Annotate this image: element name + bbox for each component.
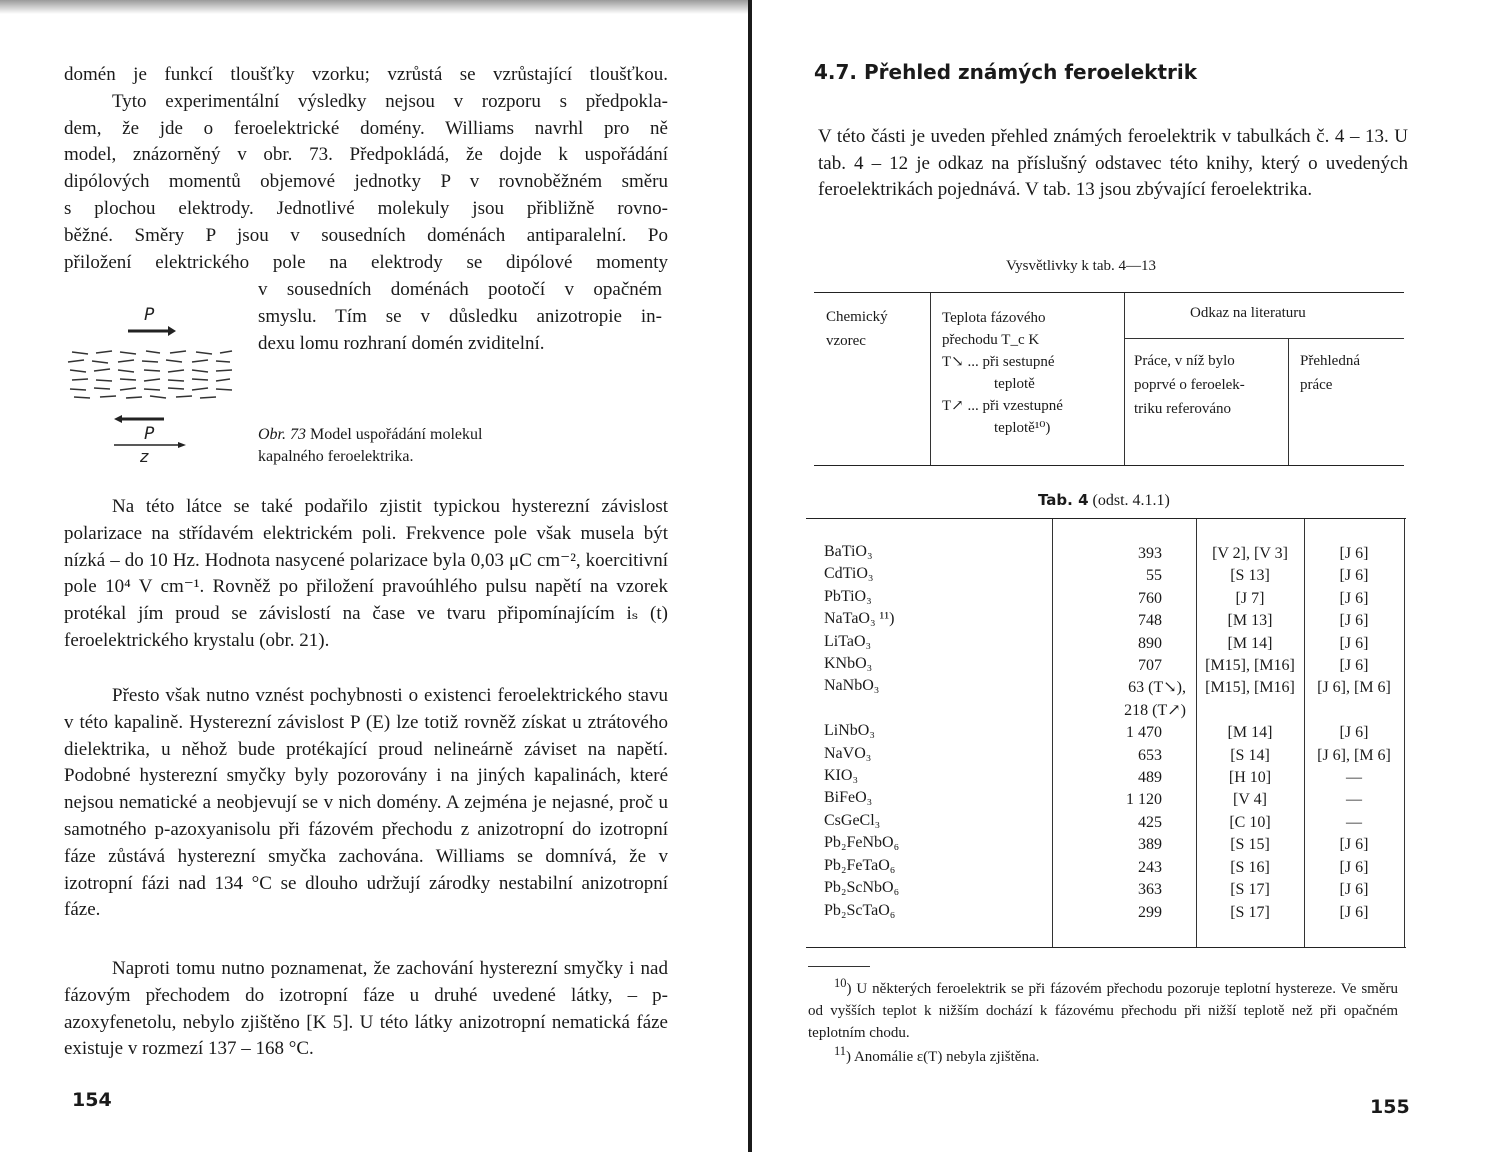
review-cell: [J 6], [M 6] bbox=[1317, 746, 1391, 764]
reference-cell: [M 13] bbox=[1227, 612, 1273, 630]
table-4 bbox=[806, 518, 1406, 948]
temperature-cell: 489 bbox=[1138, 769, 1162, 787]
review-cell: [J 6] bbox=[1339, 724, 1369, 742]
legend-text: T↘ ... při sestupné bbox=[942, 354, 1055, 370]
review-cell: [J 6] bbox=[1339, 881, 1369, 899]
legend-text: Teplota fázového bbox=[942, 310, 1046, 326]
review-cell: [J 6] bbox=[1339, 657, 1369, 675]
temperature-cell: 243 bbox=[1138, 858, 1162, 876]
formula-cell: CsGeCl₃ bbox=[824, 811, 881, 829]
text-line: dipólových momentů objemové jednotky P v rovnoběžném směru bbox=[64, 171, 668, 193]
reference-cell: [S 16] bbox=[1230, 858, 1270, 876]
left-page bbox=[0, 0, 748, 1152]
table-4-section: (odst. 4.1.1) bbox=[1092, 492, 1170, 509]
reference-cell: [H 10] bbox=[1228, 769, 1272, 787]
review-cell: [J 6] bbox=[1339, 634, 1369, 652]
text-line: dem, že jde o feroelektrické domény. Williams navrhl pro ně bbox=[64, 117, 668, 139]
temperature-cell: 393 bbox=[1138, 545, 1162, 562]
legend-title: Vysvětlivky k tab. 4—13 bbox=[1006, 258, 1156, 274]
text-line: přiložení elektrického pole na elektrody se dipólové momenty bbox=[64, 251, 668, 273]
review-cell: [J 6] bbox=[1339, 612, 1369, 630]
formula-cell: KIO₃ bbox=[824, 767, 859, 785]
temperature-cell: 760 bbox=[1138, 589, 1162, 607]
review-cell: [J 6] bbox=[1339, 858, 1369, 876]
footnote-11: $^{11}$) Anomálie ε(T) nebyla zjištěna. bbox=[834, 1044, 1040, 1065]
formula-cell: LiNbO₃ bbox=[824, 722, 875, 740]
review-cell: [J 6] bbox=[1339, 589, 1369, 607]
review-cell: — bbox=[1346, 769, 1362, 787]
figure-number: Obr. 73 bbox=[258, 426, 307, 443]
polarization-label-bottom: P bbox=[144, 424, 155, 444]
temperature-cell: 63 (T↘), bbox=[1128, 679, 1186, 697]
review-cell: [J 6] bbox=[1339, 545, 1369, 562]
legend-text: Přehledná bbox=[1300, 353, 1360, 369]
formula-cell: CdTiO₃ bbox=[824, 565, 874, 583]
review-cell: — bbox=[1346, 813, 1362, 831]
reference-cell: [S 13] bbox=[1230, 567, 1270, 585]
temperature-cell: 1 120 bbox=[1126, 791, 1162, 809]
legend-text: teplotě¹⁰) bbox=[994, 420, 1051, 436]
reference-cell: [J 7] bbox=[1235, 589, 1265, 607]
formula-cell: PbTiO₃ bbox=[824, 587, 872, 605]
intro-paragraph: V této části je uveden přehled známých feroelektrik v tabulkách č. 4 – 13. U tab. 4 – 12 je odkaz na příslušný odstavec této knihy, který o uvedených feroelektrikách pojednává. V tab. 13 jsou zbývající feroelektrika. bbox=[818, 126, 1408, 200]
legend-text: poprvé o feroelek- bbox=[1134, 377, 1245, 393]
legend-table bbox=[814, 292, 1404, 466]
text-line: s plochou elektrody. Jednotlivé molekuly jsou přibližně rovno- bbox=[64, 197, 668, 219]
paragraph-2: Na této látce se také podařilo zjistit typickou hysterezní závislost polarizace na střídavém elektrickém poli. Frekvence pole však musela být nízká – do 10 Hz. Hodnota nasycené polarizace byla 0,03 μC cm⁻², koercitivní pole 10⁴ V cm⁻¹. Rovněž po přiložení pravoúhlého pulsu napětí na vzorek protékal jím proud se závislostí na čase ve tvaru připomínajícím iₛ (t) feroelektrického krystalu (obr. 21). bbox=[64, 496, 668, 651]
caption-line: Model uspořádání molekul bbox=[310, 426, 483, 443]
reference-cell: [S 14] bbox=[1230, 746, 1270, 764]
temperature-cell: 1 470 bbox=[1126, 724, 1162, 742]
legend-first-report-header bbox=[1134, 349, 1245, 421]
caption-line: kapalného feroelektrika. bbox=[258, 448, 414, 465]
formula-cell: Pb₂FeTaO₆ bbox=[824, 856, 896, 874]
formula-cell bbox=[824, 698, 899, 720]
text-line: dexu lomu rozhraní domén zviditelní. bbox=[258, 332, 545, 354]
text-line: běžné. Směry P jsou v sousedních doménách antiparalelní. Po bbox=[64, 224, 668, 246]
reference-cell: [S 17] bbox=[1230, 903, 1270, 921]
temperature-cell: 425 bbox=[1138, 813, 1162, 831]
legend-text: vzorec bbox=[826, 333, 866, 349]
paragraph-4: Naproti tomu nutno poznamenat, že zachování hysterezní smyčky i nad fázovým přechodem do izotropní fáze u druhé uvedené látky, – p-azoxyfenetolu, nebylo zjištěno [K 5]. U této látky anizotropní nematická fáze existuje v rozmezí 137 – 168 °C. bbox=[64, 958, 668, 1060]
legend-text: Práce, v níž bylo bbox=[1134, 353, 1235, 369]
footnote-mark: 10 bbox=[834, 976, 847, 990]
text-line: domén je funkcí tloušťky vzorku; vzrůstá se vzrůstající tloušťkou. bbox=[64, 64, 668, 85]
footnote-text: Anomálie ε(T) nebyla zjištěna. bbox=[853, 1049, 1040, 1065]
paragraph-1-lines bbox=[64, 62, 668, 276]
review-cell: — bbox=[1346, 791, 1362, 809]
literature-group-header: Odkaz na literaturu bbox=[1190, 305, 1306, 321]
page-number-left: 154 bbox=[72, 1089, 112, 1111]
review-cell bbox=[1306, 700, 1402, 722]
formula-cell: KNbO₃ bbox=[824, 655, 873, 673]
footnote-rule bbox=[808, 966, 870, 967]
temperature-cell: 218 (T↗) bbox=[1124, 701, 1186, 719]
right-page bbox=[752, 0, 1506, 1152]
formula-cell: LiTaO₃ bbox=[824, 632, 872, 650]
footnote-10: $^{10}$) U některých feroelektrik se při fázovém přechodu pozoruje teplotní hystereze. Ve směru od vyšších teplot k nižším dochází k fázovému přechodu při nižší teplotě než při opačném teplotním chodu. bbox=[808, 976, 1398, 1041]
formula-cell: NaTaO₃ ¹¹) bbox=[824, 610, 895, 628]
legend-review-header bbox=[1300, 349, 1360, 397]
molecule-dashes bbox=[68, 351, 232, 398]
formula-cell: BaTiO₃ bbox=[824, 543, 873, 560]
formula-cell: Pb₂ScNbO₆ bbox=[824, 879, 900, 897]
formula-cell: BiFeO₃ bbox=[824, 789, 873, 807]
figure-caption bbox=[258, 424, 558, 468]
text-line: Tyto experimentální výsledky nejsou v rozporu s předpokla- bbox=[112, 90, 668, 112]
formula-cell: NaVO₃ bbox=[824, 744, 872, 762]
footnote-mark: 11 bbox=[834, 1044, 847, 1058]
legend-temperature-header bbox=[942, 307, 1063, 439]
text-line: v sousedních doménách pootočí v opačném bbox=[258, 279, 662, 300]
reference-cell: [M 14] bbox=[1227, 634, 1273, 652]
temperature-column bbox=[1056, 543, 1186, 924]
temperature-cell: 389 bbox=[1138, 836, 1162, 854]
first-report-column bbox=[1198, 543, 1302, 924]
legend-text: přechodu T_c K bbox=[942, 332, 1040, 348]
paragraph-3: Přesto však nutno vznést pochybnosti o existenci feroelektrického stavu v této kapalině. Hysterezní závislost P (E) lze totiž rovněž získat u ztrátového dielektrika, u něhož bude protékající proud nelineárně záviset na napětí. Podobné hysterezní smyčky byly pozorovány i na jiných kapalinách, které nejsou nematické a neobjevují se v nich domény. A zejména je nejasné, proč u samotného p-azoxyanisolu při fázovém přechodu z anizotropní do izotropní fáze zůstává hysterezní smyčka zachována. Williams se domnívá, že v izotropní fázi nad 134 °C se dlouho udržují zárodky nestabilní anizotropní fáze. bbox=[64, 685, 668, 921]
formula-column bbox=[824, 541, 899, 922]
reference-cell: [S 15] bbox=[1230, 836, 1270, 854]
temperature-cell: 707 bbox=[1138, 657, 1162, 675]
legend-formula-header bbox=[826, 305, 888, 353]
review-cell: [J 6], [M 6] bbox=[1317, 679, 1391, 697]
temperature-cell: 748 bbox=[1138, 612, 1162, 630]
legend-text: práce bbox=[1300, 377, 1333, 393]
footnote-text: U některých feroelektrik se při fázovém přechodu pozoruje teplotní hystereze. Ve směru od vyšších teplot k nižším dochází k fázovému přechodu při nižší teplotě než při opačném teplotním chodu. bbox=[808, 981, 1398, 1041]
review-cell: [J 6] bbox=[1339, 567, 1369, 585]
legend-text: Chemický bbox=[826, 309, 888, 325]
review-cell: [J 6] bbox=[1339, 903, 1369, 921]
legend-text: triku referováno bbox=[1134, 401, 1232, 417]
reference-cell: [V 4] bbox=[1233, 791, 1267, 809]
review-cell: [J 6] bbox=[1339, 836, 1369, 854]
temperature-cell: 363 bbox=[1138, 881, 1162, 899]
paragraph-1-side bbox=[258, 277, 662, 357]
reference-cell bbox=[1198, 700, 1302, 722]
reference-cell: [S 17] bbox=[1230, 881, 1270, 899]
formula-cell: Pb₂ScTaO₆ bbox=[824, 901, 896, 919]
table-4-number: Tab. 4 bbox=[1038, 491, 1089, 509]
page-number-right: 155 bbox=[1370, 1096, 1410, 1118]
reference-cell: [M 14] bbox=[1227, 724, 1273, 742]
reference-cell: [M15], [M16] bbox=[1205, 679, 1295, 697]
axis-label-z: z bbox=[140, 447, 149, 465]
legend-text: teplotě bbox=[994, 376, 1035, 392]
reference-cell: [C 10] bbox=[1229, 813, 1271, 831]
formula-cell: NaNbO₃ bbox=[824, 677, 880, 695]
molecule-model-figure bbox=[60, 300, 250, 465]
temperature-cell: 299 bbox=[1138, 903, 1162, 921]
table-4-title bbox=[1038, 491, 1170, 510]
temperature-cell: 890 bbox=[1138, 634, 1162, 652]
polarization-label-top: P bbox=[144, 305, 155, 325]
text-line: smyslu. Tím se v důsledku anizotropie in- bbox=[258, 305, 662, 327]
review-column bbox=[1306, 543, 1402, 924]
reference-cell: [M15], [M16] bbox=[1205, 657, 1295, 675]
temperature-cell: 55 bbox=[1146, 567, 1162, 585]
temperature-cell: 653 bbox=[1138, 746, 1162, 764]
text-line: model, znázorněný v obr. 73. Předpokládá, že dojde k uspořádání bbox=[64, 144, 668, 166]
section-heading: 4.7. Přehled známých feroelektrik bbox=[814, 60, 1198, 84]
legend-text: T↗ ... při vzestupné bbox=[942, 398, 1063, 414]
formula-cell: Pb₂FeNbO₆ bbox=[824, 834, 900, 852]
reference-cell: [V 2], [V 3] bbox=[1212, 545, 1288, 562]
